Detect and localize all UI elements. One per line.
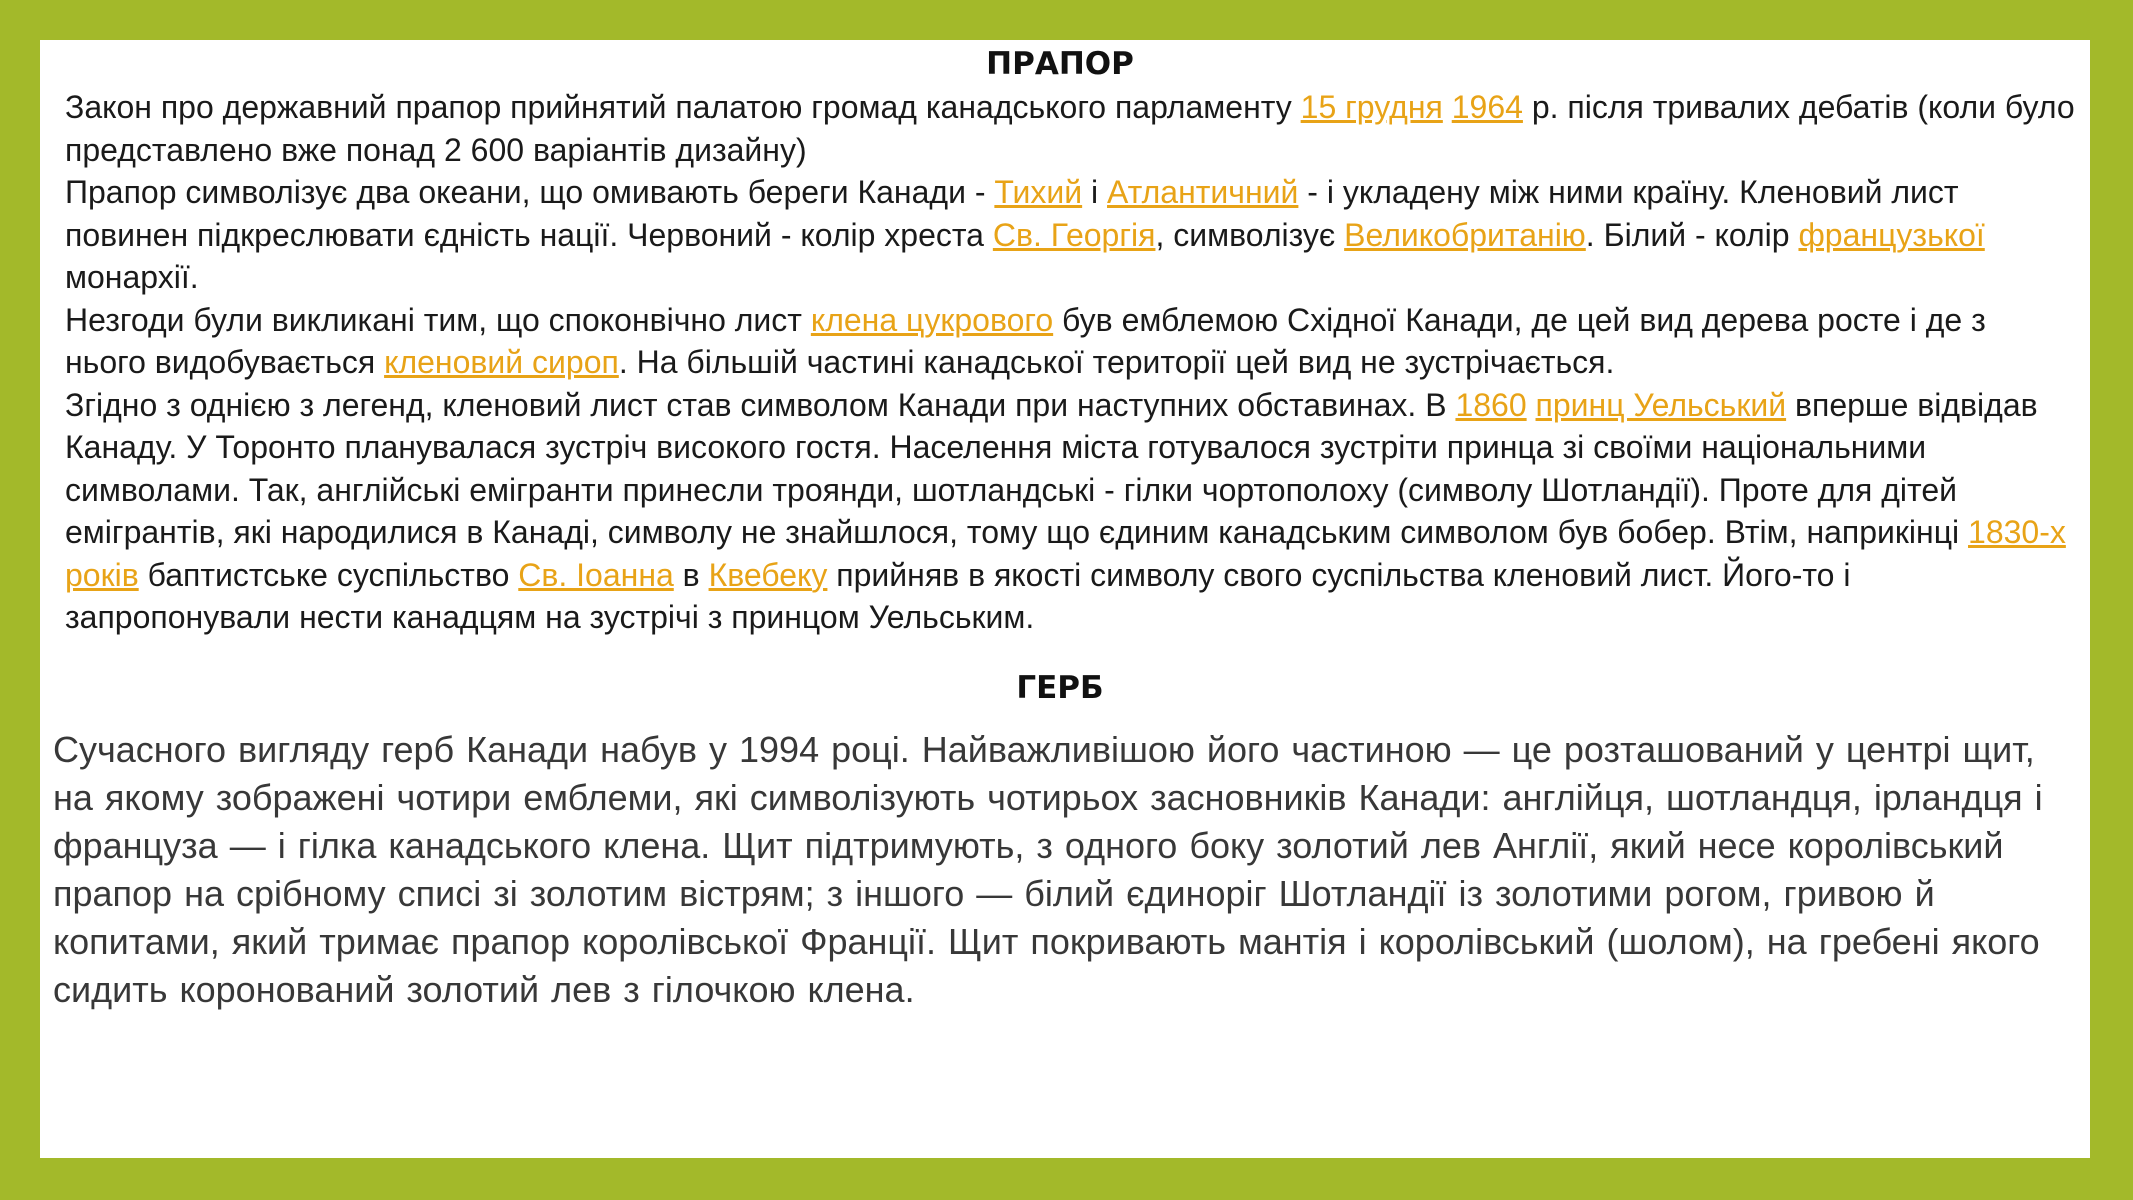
- wiki-link[interactable]: Атлантичний: [1107, 174, 1299, 210]
- wiki-link[interactable]: 15 грудня: [1300, 89, 1443, 125]
- text-run: Прапор символізує два океани, що омивають береги Канади -: [65, 174, 995, 210]
- flag-heading-text: ПРАПОР: [986, 46, 1134, 82]
- wiki-link[interactable]: кленовий сироп: [384, 344, 619, 380]
- flag-paragraph: [65, 384, 2075, 639]
- text-run: [1527, 387, 1536, 423]
- coat-heading-text: ГЕРБ: [1016, 670, 1104, 706]
- flag-text: [65, 86, 2075, 639]
- text-run: баптистське суспільство: [138, 556, 519, 593]
- flag-heading: [40, 46, 2090, 82]
- text-run: р. після тривалих дебатів (коли було представлено вже понад 2 600 варіантів дизайну): [65, 89, 2075, 168]
- wiki-link[interactable]: 1860: [1455, 386, 1527, 423]
- text-run: [1443, 89, 1452, 125]
- wiki-link[interactable]: принц Уельський: [1535, 386, 1787, 423]
- slide: [40, 40, 2090, 1158]
- flag-paragraph: [65, 86, 2075, 171]
- coat-of-arms-text: Сучасного вигляду герб Канади набув у 1994 році. Найважливішою його частиною — це розташований у центрі щит, на якому зображені чотири емблеми, які символізують чотирьох засновників Канади: англійця, шотландця, ірландця і француза — і гілка канадського клена. Щит підтримують, з одного боку золотий лев Англії, який несе королівський прапор на срібному списі зі золотим вістрям; з іншого — білий єдиноріг Шотландії із золотими рогом, гривою й копитами, який тримає прапор королівської Франції. Щит покривають мантія і королівський (шолом), на гребені якого сидить коронований золотий лев з гілочкою клена.: [53, 729, 2043, 1010]
- text-run: Незгоди були викликані тим, що споконвічно лист: [65, 301, 811, 338]
- text-run: Згідно з однією з легенд, кленовий лист став символом Канади при наступних обставинах. В: [65, 386, 1456, 423]
- text-run: Закон про державний прапор прийнятий палатою громад канадського парламенту: [65, 89, 1301, 125]
- wiki-link[interactable]: Великобританію: [1344, 216, 1586, 253]
- wiki-link[interactable]: французької: [1798, 216, 1985, 253]
- text-run: вперше відвідав Канаду. У Торонто планувалася зустріч високого гостя. Населення міста готувалося зустріти принца зі своїми національними символами. Так, англійські емігранти принесли троянди, шотландські - гілки чортополоху (символу Шотландії). Проте для дітей емігрантів, які народилися в Канаді, символу не знайшлося, тому що єдиним канадським символом був бобер. Втім, наприкінці: [65, 386, 2038, 550]
- wiki-link[interactable]: Квебеку: [708, 556, 828, 593]
- wiki-link[interactable]: Св. Георгія: [992, 216, 1156, 253]
- text-run: і: [1082, 174, 1108, 210]
- text-run: , символізує: [1155, 216, 1345, 253]
- text-run: в: [673, 556, 709, 593]
- wiki-link[interactable]: Св. Іоанна: [518, 556, 674, 593]
- text-run: прийняв в якості символу свого суспільства кленовий лист. Його-то і запропонували нести канадцям на зустрічі з принцом Уельським.: [65, 556, 1851, 635]
- wiki-link[interactable]: 1964: [1451, 89, 1523, 125]
- flag-paragraph: [65, 171, 2075, 299]
- flag-paragraph: [65, 299, 2075, 384]
- wiki-link[interactable]: Тихий: [994, 174, 1083, 210]
- wiki-link[interactable]: 1830-х років: [65, 514, 2066, 593]
- text-run: - і укладену між ними країну. Кленовий лист повинен підкреслювати єдність нації. Червоний - колір хреста: [65, 174, 1959, 253]
- wiki-link[interactable]: клена цукрового: [810, 301, 1054, 338]
- coat-of-arms-heading: [40, 670, 2090, 706]
- text-run: . На більшій частині канадської території цей вид не зустрічається.: [618, 344, 1615, 380]
- text-run: був емблемою Східної Канади, де цей вид дерева росте і де з нього видобувається: [65, 301, 1986, 380]
- text-run: монархії.: [65, 259, 199, 295]
- text-run: . Білий - колір: [1585, 216, 1799, 253]
